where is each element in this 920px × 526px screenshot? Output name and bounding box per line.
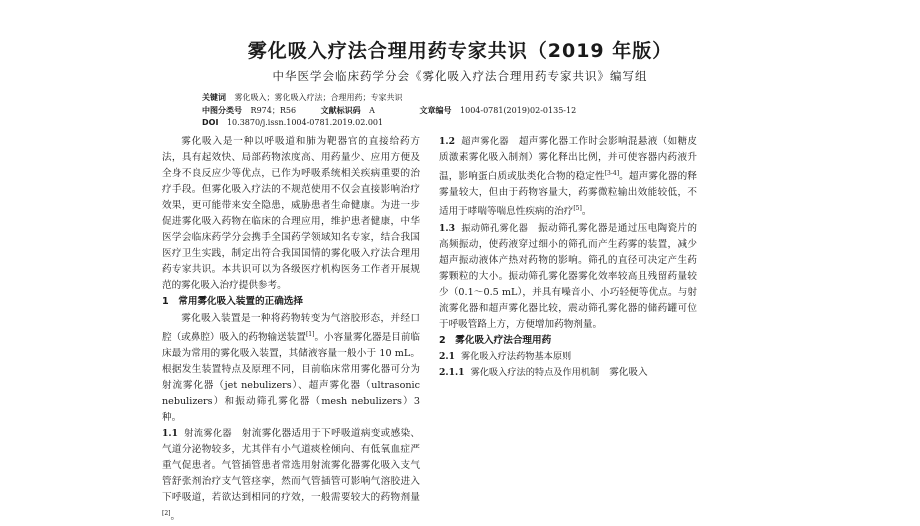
section-1-2-title: 超声雾化器 <box>460 136 509 147</box>
article-no-value: 1004-0781(2019)02-0135-12 <box>460 106 577 115</box>
keywords: 雾化吸入；雾化吸入疗法；合理用药；专家共识 <box>234 93 403 102</box>
section-1-3-number: 1.3 <box>439 222 455 234</box>
section-1-1-number: 1.1 <box>162 428 178 440</box>
author-group: 中华医学会临床药学分会《雾化吸入疗法合理用药专家共识》编写组 <box>272 69 648 83</box>
section-1-2-number: 1.2 <box>439 136 455 147</box>
clc-label: 中图分类号 <box>202 106 242 115</box>
ref-5: [5] <box>573 205 582 213</box>
keywords-label: 关键词 <box>202 93 226 102</box>
classification-line <box>202 105 576 116</box>
section-2-heading: 2 雾化吸入疗法合理用药 <box>439 334 552 346</box>
section-2-1-heading: 2.1 雾化吸入疗法药物基本原则 <box>439 350 572 362</box>
left-column <box>162 134 420 526</box>
doc-code-label: 文献标识码 <box>320 106 361 115</box>
section-1-paragraph: 雾化吸入装置是一种将药物转变为气溶胶形态，并经口腔（或鼻腔）吸入的药物输送装置[1]。小容量雾化器是目前临床最为常用的雾化吸入装置，其储液容量一般小于 10 mL。根据发生装置特点及原理不同，目前临床常用雾化器可分为射流雾化器（jet nebulizers）、超声雾化器（ultrasonic nebulizers）和振动筛孔雾化器（mesh nebulizers）3 种。 <box>162 312 421 423</box>
section-2-1-1-paragraph: 2.1.1 雾化吸入疗法的特点及作用机制 雾化吸入 <box>439 367 648 379</box>
intro-paragraph: 雾化吸入是一种以呼吸道和肺为靶器官的直接给药方法，具有起效快、局部药物浓度高、用药量少、应用方便及全身不良反应少等优点，已作为呼吸系统相关疾病重要的治疗手段。但雾化吸入疗法的不规范使用不仅会直接影响治疗效果，更可能带来安全隐患，威胁患者生命健康。为进一步促进雾化吸入药物在临床的合理应用，维护患者健康，中华医学会临床药学分会携手全国药学领域知名专家，结合我国医疗卫生实践，制定出符合我国国情的雾化吸入疗法合理用药专家共识。本共识可以为各级医疗机构医务工作者开展规范的雾化吸入治疗提供参考。 <box>162 136 420 292</box>
paper-title: 雾化吸入疗法合理用药专家共识（2019 年版） <box>247 40 673 62</box>
doi-label: DOI <box>202 118 219 127</box>
section-1-1-paragraph: 1.1 射流雾化器 射流雾化器适用于下呼吸道病变或感染、气道分泌物较多，尤其伴有小气道痰栓倾向、有低氧血症严重气促患者。气管插管患者常选用射流雾化器雾化吸入支气管舒张剂治疗支气管痉挛，然而气管插管可影响气溶胶进入下呼吸道，若欲达到相同的疗效，一般需要较大的药物剂量[2]。 <box>162 428 421 523</box>
ref-2: [2] <box>162 510 171 518</box>
ref-1: [1] <box>305 330 315 338</box>
section-1-heading: 1 常用雾化吸入装置的正确选择 <box>162 296 303 308</box>
keywords-line <box>202 92 403 103</box>
section-1-2-paragraph: 1.2 超声雾化器 超声雾化器工作时会影响混悬液（如糖皮质激素雾化吸入制剂）雾化释出比例，并可使容器内药液升温，影响蛋白质或肽类化合物的稳定性[3-4]。超声雾化器的释雾量较大，但由于药物容量大，药雾微粒输出效能较低，不适用于哮喘等喘息性疾病的治疗[5]。 <box>439 136 698 218</box>
doi-line <box>202 118 383 127</box>
right-column <box>439 134 697 381</box>
doc-code-value: A <box>369 106 375 115</box>
section-1-1-title: 射流雾化器 <box>183 428 232 440</box>
clc-value: R974；R56 <box>250 106 297 115</box>
section-1-3-title: 振动筛孔雾化器 <box>460 222 529 234</box>
article-no-label: 文章编号 <box>419 106 452 115</box>
ref-3-4: [3-4] <box>604 170 620 178</box>
doi-value: 10.3870/j.issn.1004-0781.2019.02.001 <box>226 118 384 127</box>
section-1-3-paragraph: 1.3 振动筛孔雾化器 振动筛孔雾化器是通过压电陶瓷片的高频振动，使药液穿过细小的筛孔而产生药雾的装置，减少超声振动液体产热对药物的影响。筛孔的直径可决定产生药雾颗粒的大小。振动筛孔雾化器雾化效率较高且残留药量较少（0.1～0.5 mL），并具有噪音小、小巧轻便等优点。与射流雾化器和超声雾化器比较，震动筛孔雾化器的储药罐可位于呼吸管路上方，方便增加药物剂量。 <box>439 222 698 330</box>
